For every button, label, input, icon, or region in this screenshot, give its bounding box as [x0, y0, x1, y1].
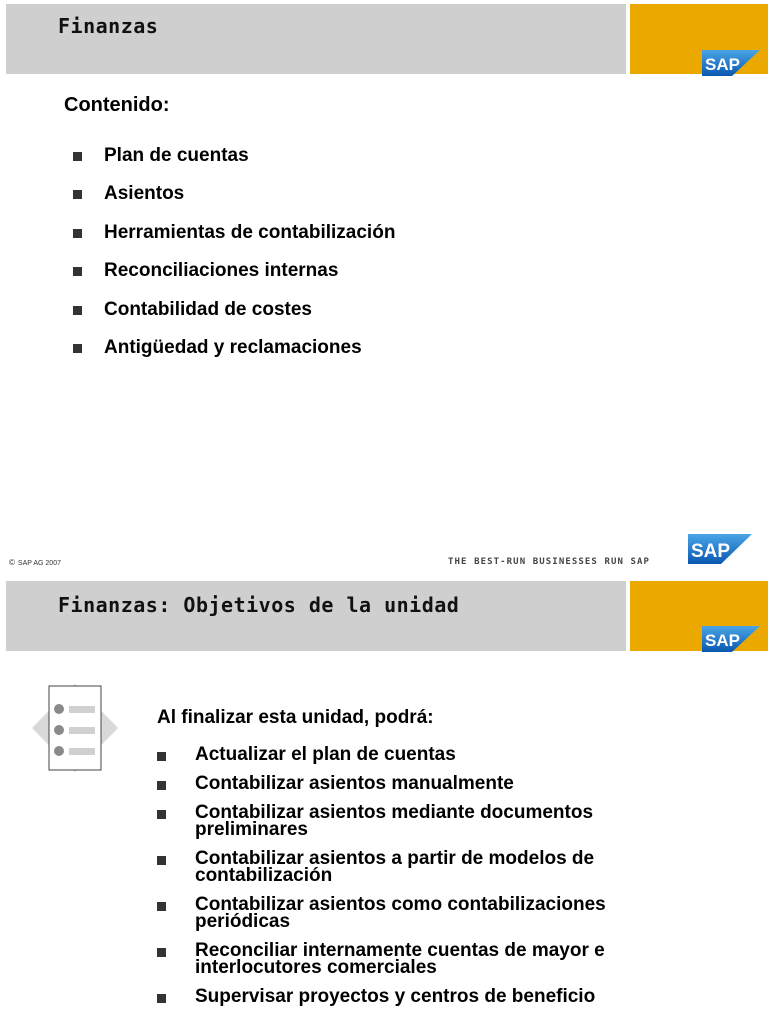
footer-tagline: THE BEST-RUN BUSINESSES RUN SAP [448, 557, 651, 567]
square-bullet-icon [73, 306, 82, 315]
list-item-text: Contabilidad de costes [104, 298, 312, 320]
sap-logo [702, 50, 760, 78]
list-item [157, 775, 677, 792]
sap-logo-text: SAP [691, 541, 731, 562]
list-item [73, 300, 395, 338]
list-item [157, 896, 677, 930]
square-bullet-icon [73, 190, 82, 199]
square-bullet-icon [157, 781, 166, 790]
list-item [157, 804, 677, 838]
title-bar [6, 4, 629, 74]
list-item-text: Contabilizar asientos manualmente [195, 773, 514, 794]
title-bar [6, 581, 629, 651]
objectives-list [157, 746, 677, 1017]
square-bullet-icon [73, 344, 82, 353]
sap-logo-text: SAP [705, 631, 740, 650]
list-item [73, 146, 395, 184]
list-item [157, 746, 677, 763]
contents-heading: Contenido: [64, 94, 170, 116]
list-item [157, 988, 677, 1005]
slide-objetivos [0, 578, 768, 1024]
square-bullet-icon [157, 752, 166, 761]
list-item [157, 942, 677, 976]
list-item-text: Contabilizar asientos a partir de modelos de contabilización [195, 848, 595, 886]
list-item-text: Supervisar proyectos y centros de beneficio [195, 986, 596, 1007]
slide-title: Finanzas: Objetivos de la unidad [58, 593, 460, 617]
list-item [73, 223, 395, 261]
list-item-text: Contabilizar asientos como contabilizaciones periódicas [195, 894, 606, 932]
square-bullet-icon [157, 948, 166, 957]
list-item-text: Actualizar el plan de cuentas [195, 744, 456, 765]
list-item-text: Antigüedad y reclamaciones [104, 336, 362, 358]
list-item-text: Plan de cuentas [104, 145, 249, 166]
square-bullet-icon [157, 856, 166, 865]
footer-copyright [9, 558, 61, 567]
sap-logo-text: SAP [705, 55, 740, 74]
copyright-icon: © [9, 558, 15, 567]
list-item [157, 850, 677, 884]
contents-list [73, 146, 395, 376]
objectives-intro: Al finalizar esta unidad, podrá: [157, 707, 434, 728]
square-bullet-icon [157, 994, 166, 1003]
list-item [73, 261, 395, 299]
list-item-text: Herramientas de contabilización [104, 221, 396, 243]
square-bullet-icon [73, 229, 82, 238]
copyright-text: SAP AG 2007 [17, 560, 61, 567]
sap-logo-footer [688, 534, 752, 566]
list-item-text: Reconciliaciones internas [104, 260, 339, 282]
square-bullet-icon [157, 902, 166, 911]
slide-title: Finanzas [58, 14, 159, 38]
square-bullet-icon [73, 152, 82, 161]
square-bullet-icon [73, 267, 82, 276]
sap-logo [702, 626, 760, 654]
list-item [73, 184, 395, 222]
list-item-text: Asientos [104, 183, 185, 205]
list-item-text: Reconciliar internamente cuentas de mayor e interlocutores comerciales [195, 940, 605, 978]
list-item [73, 338, 395, 376]
square-bullet-icon [157, 810, 166, 819]
checklist-icon [32, 684, 118, 774]
list-item-text: Contabilizar asientos mediante documentos preliminares [195, 802, 594, 840]
